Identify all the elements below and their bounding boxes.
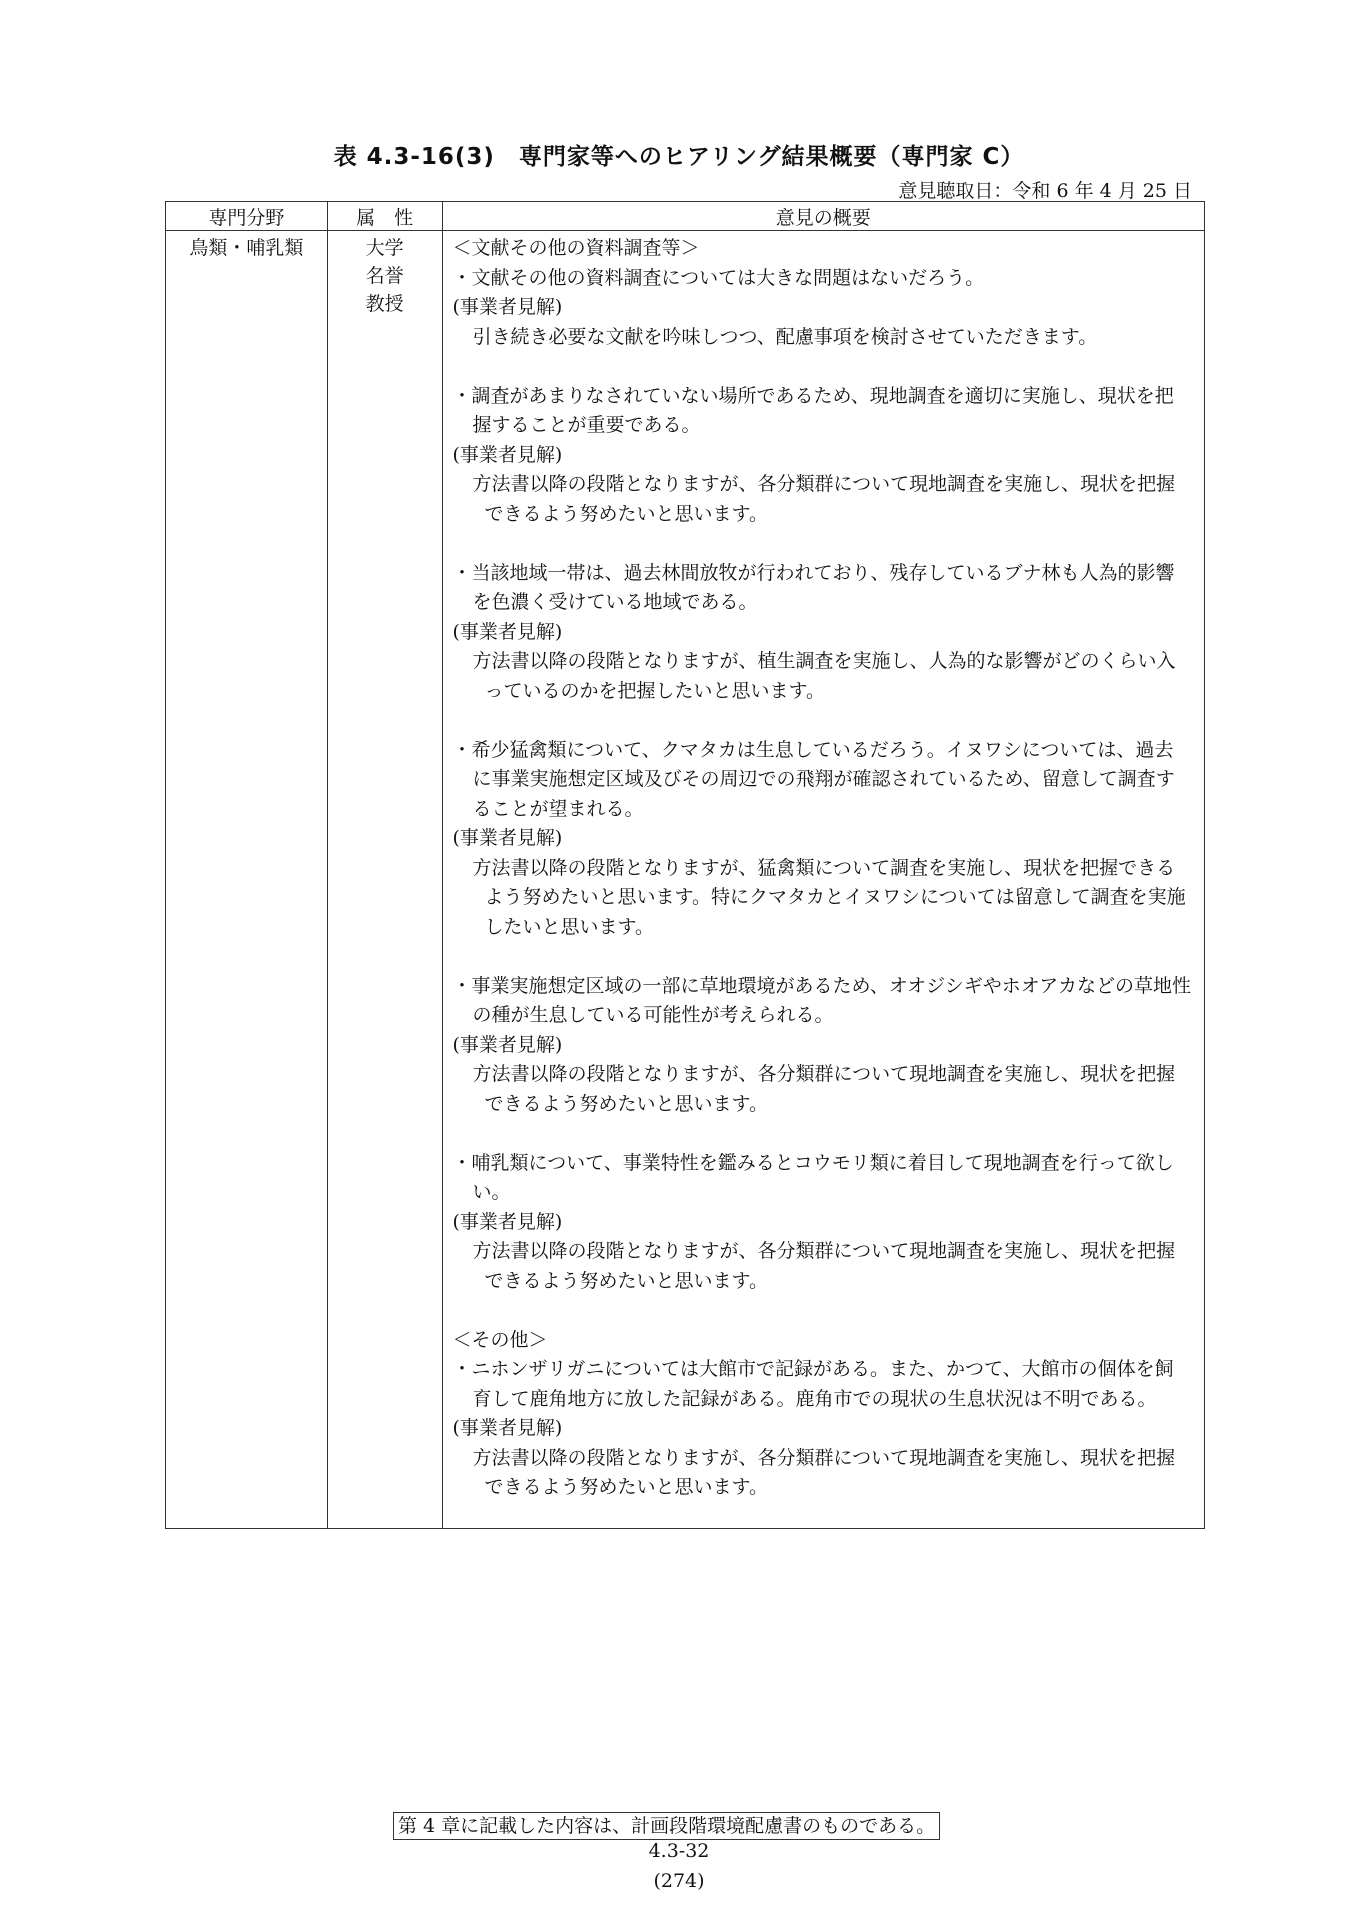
section-heading: ＜その他＞ [452, 1328, 548, 1351]
response-label: (事業者見解) [452, 443, 563, 466]
field-cell: 鳥類・哺乳類 [166, 231, 328, 1529]
response-label: (事業者見解) [452, 827, 563, 849]
header-field: 専門分野 [166, 202, 328, 231]
header-attribute: 属 性 [327, 202, 442, 231]
section-heading: ＜文献その他の資料調査等＞ [452, 237, 700, 259]
response-text: 引き続き必要な文献を吟味しつつ、配慮事項を検討させていただきます。 [472, 325, 1098, 348]
attribute-cell [327, 231, 442, 1529]
response-text: 方法書以降の段階となりますが、各分類群について現地調査を実施し、現状を把握できるよう努めたいと思います。 [472, 1240, 1176, 1292]
opinion-text: ・希少猛禽類について、クマタカは生息しているだろう。イヌワシについては、過去に事業実施想定区域及びその周辺での飛翔が確認されているため、留意して調査することが望まれる。 [452, 738, 1175, 820]
response-label: (事業者見解) [452, 1033, 563, 1056]
hearing-results-table [165, 201, 1205, 1529]
attribute-line: 大学 [365, 237, 404, 259]
attribute-line: 名誉 [365, 265, 404, 287]
opinion-text: ・当該地域一帯は、過去林間放牧が行われており、残存しているブナ林も人為的影響を色濃く受けている地域である。 [452, 561, 1175, 613]
hearing-date: 意見聴取日：令和 6 年 4 月 25 日 [898, 180, 1192, 202]
response-text: 方法書以降の段階となりますが、各分類群について現地調査を実施し、現状を把握できるよう努めたいと思います。 [472, 473, 1176, 525]
response-text: 方法書以降の段階となりますが、各分類群について現地調査を実施し、現状を把握できるよう努めたいと思います。 [472, 1446, 1176, 1498]
opinion-text: ・文献その他の資料調査については大きな問題はないだろう。 [452, 266, 985, 289]
footer-note: 第 4 章に記載した内容は、計画段階環境配慮書のものである。 [393, 1812, 940, 1840]
opinion-text: ・調査があまりなされていない場所であるため、現地調査を適切に実施し、現状を把握することが重要である。 [452, 384, 1174, 436]
response-label: (事業者見解) [452, 296, 563, 318]
response-text: 方法書以降の段階となりますが、植生調査を実施し、人為的な影響がどのくらい入っているのかを把握したいと思います。 [472, 650, 1176, 702]
attribute-line: 教授 [365, 293, 404, 315]
response-text: 方法書以降の段階となりますが、各分類群について現地調査を実施し、現状を把握できるよう努めたいと思います。 [472, 1063, 1176, 1115]
opinion-text: ・ニホンザリガニについては大館市で記録がある。また、かつて、大館市の個体を飼育して鹿角地方に放した記録がある。鹿角市での現状の生息状況は不明である。 [452, 1358, 1174, 1410]
opinion-text: ・事業実施想定区域の一部に草地環境があるため、オオジシギやホオアカなどの草地性の種が生息している可能性が考えられる。 [452, 974, 1191, 1026]
response-label: (事業者見解) [452, 1417, 563, 1439]
summary-cell [442, 231, 1204, 1529]
table-header-row [166, 202, 1205, 231]
table-title: 表 4.3-16(3) 専門家等へのヒアリング結果概要（専門家 C） [333, 144, 1025, 170]
response-text: 方法書以降の段階となりますが、猛禽類について調査を実施し、現状を把握できるよう努めたいと思います。特にクマタカとイヌワシについては留意して調査を実施したいと思います。 [472, 856, 1186, 938]
page-number: 4.3-32 [648, 1840, 710, 1862]
opinion-text: ・哺乳類について、事業特性を鑑みるとコウモリ類に着目して現地調査を行って欲しい。 [452, 1151, 1174, 1203]
response-label: (事業者見解) [452, 620, 563, 643]
header-summary: 意見の概要 [442, 202, 1204, 231]
response-label: (事業者見解) [452, 1210, 563, 1233]
total-page-number: (274) [653, 1870, 705, 1892]
table-row [166, 231, 1205, 1529]
